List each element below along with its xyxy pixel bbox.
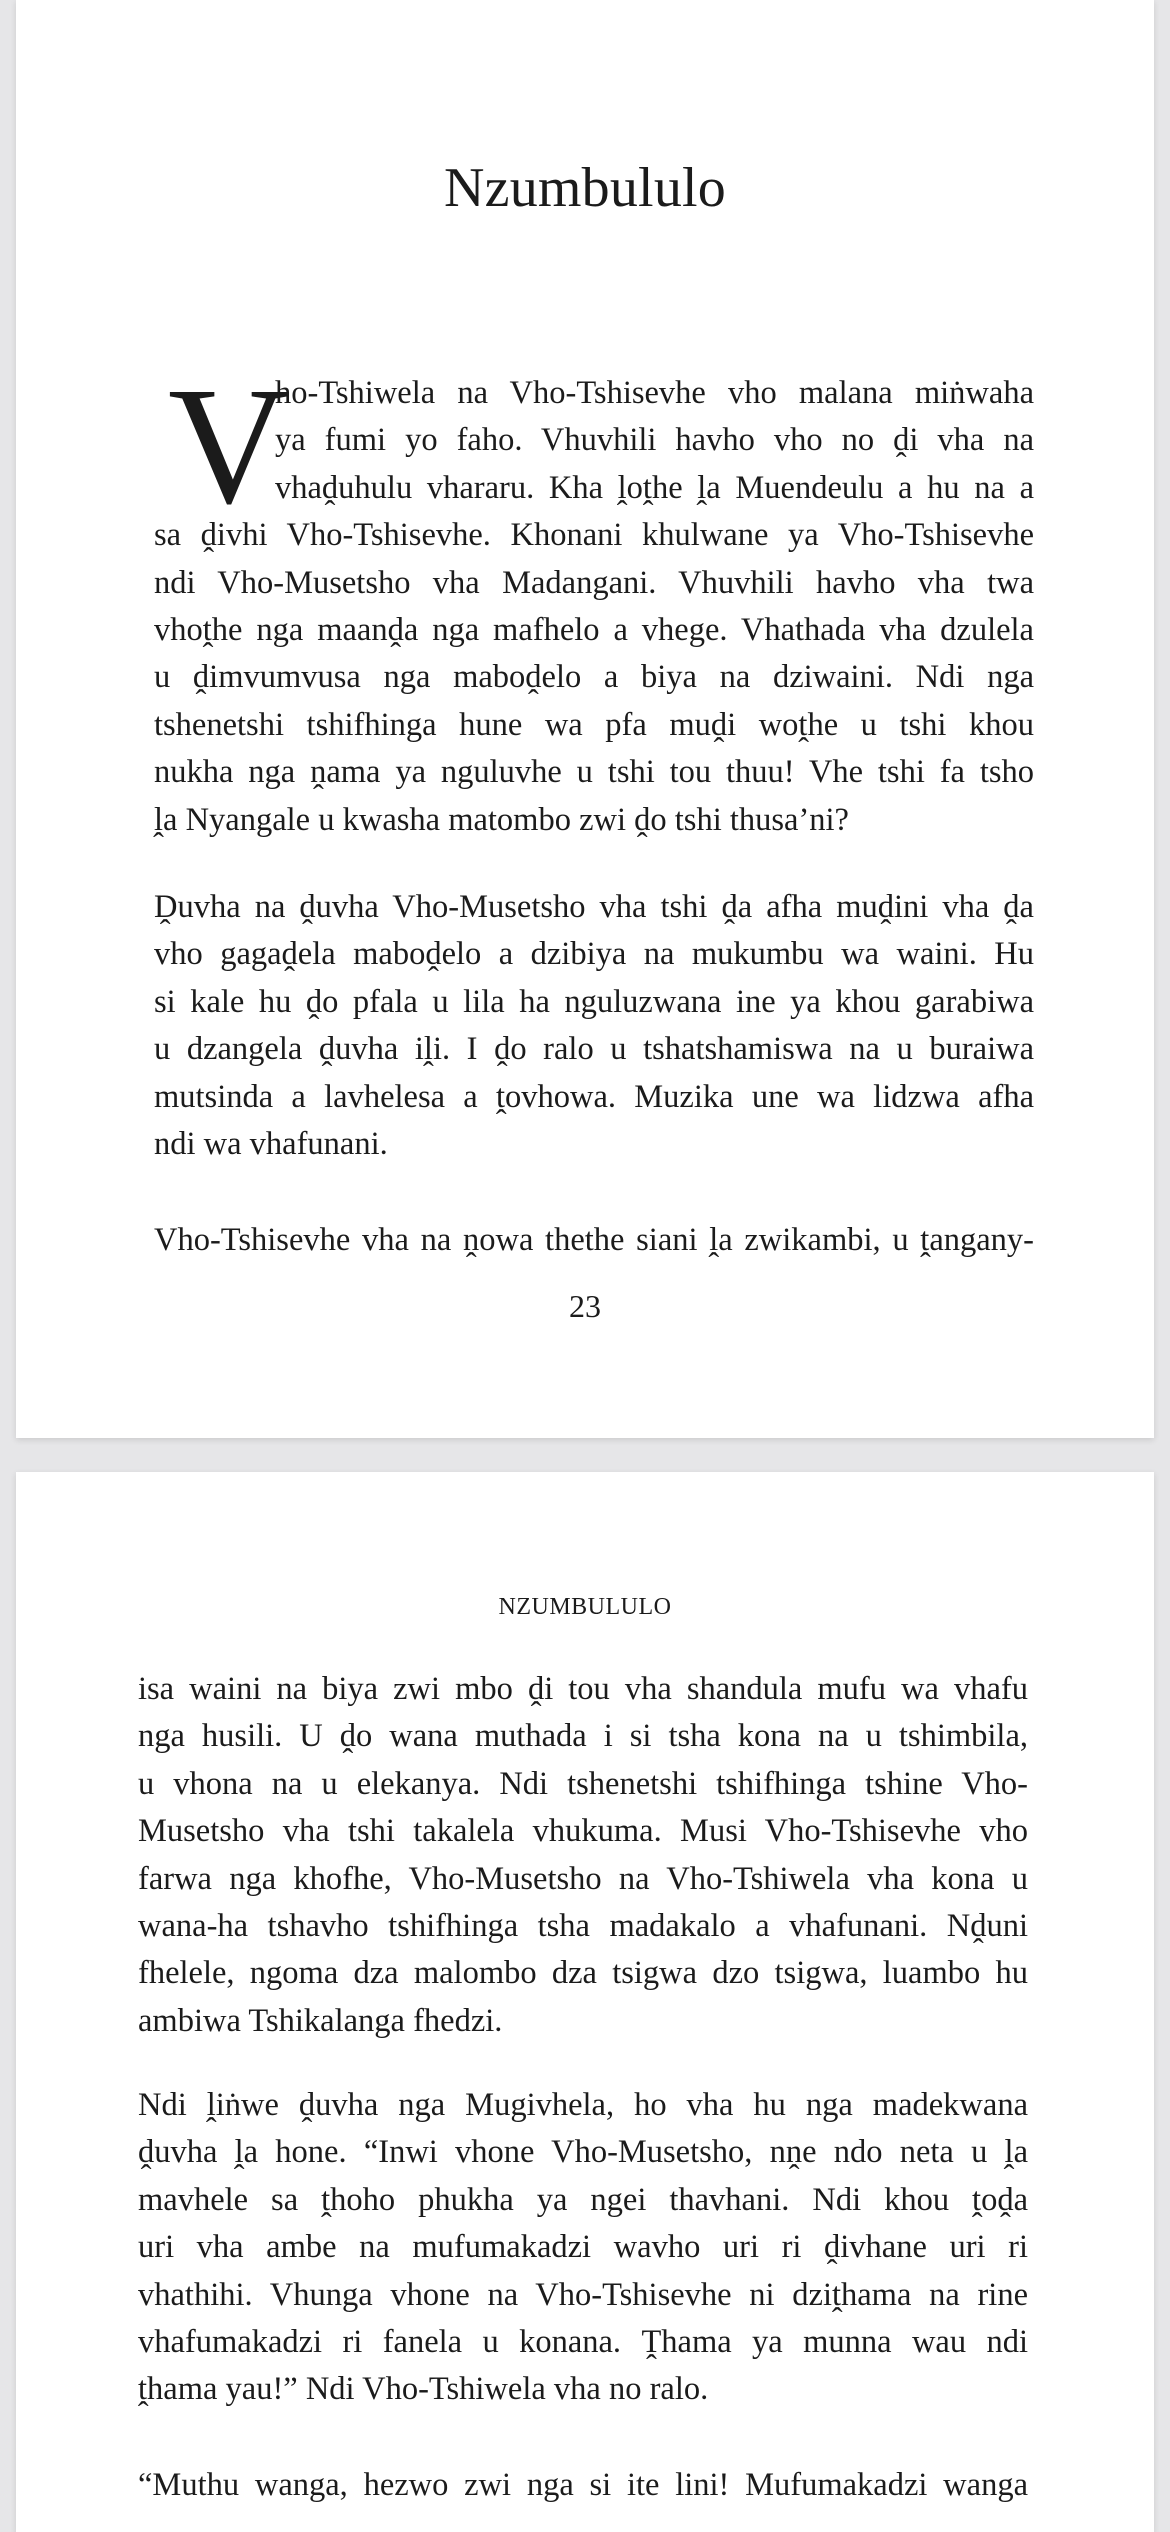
text-line: Ḓuvha na ḓuvha Vho-Musetsho vha tshi ḓa afha muḓini vha ḓa [154, 889, 1034, 925]
text-line: ndi wa vhafunani. [154, 1125, 388, 1162]
text-line: Musetsho vha tshi takalela vhukuma. Musi Vho-Tshisevhe vho [138, 1813, 1028, 1850]
paragraph [154, 884, 1034, 1168]
paragraph [154, 1217, 1034, 1264]
text-line: farwa nga khofhe, Vho-Musetsho na Vho-Tshiwela vha kona u [138, 1860, 1028, 1897]
text-line: vho gagaḓela maboḓelo a dzibiya na mukumbu wa waini. Hu [154, 936, 1034, 973]
paragraph [138, 1666, 1028, 2045]
text-line: nga husili. U ḓo wana muthada i si tsha kona na u tshimbila, [138, 1718, 1028, 1755]
text-line: vhoṱhe nga maanḓa nga mafhelo a vhege. Vhathada vha dzulela [154, 611, 1034, 648]
text-line: ambiwa Tshikalanga fhedzi. [138, 2002, 503, 2039]
text-line: mutsinda a lavhelesa a ṱovhowa. Muzika une wa lidzwa afha [154, 1078, 1034, 1115]
book-page-23 [16, 0, 1154, 1438]
text-line: vhafumakadzi ri fanela u konana. Ṱhama ya munna wau ndi [138, 2323, 1028, 2360]
text-line: ṱhama yau!” Ndi Vho-Tshiwela vha no ralo. [138, 2371, 709, 2408]
text-line: Ndi ḽiṅwe ḓuvha nga Mugivhela, ho vha hu nga madekwana [138, 2087, 1028, 2123]
text-line: vhathihi. Vhunga vhone na Vho-Tshisevhe ni dziṱhama na rine [138, 2276, 1028, 2313]
drop-cap: V [168, 353, 290, 539]
text-line: “Muthu wanga, hezwo zwi nga si ite lini! Mufumakadzi wanga [138, 2467, 1028, 2503]
text-line: tshenetshi tshifhinga hune wa pfa muḓi woṱhe u tshi khou [154, 706, 1034, 743]
text-line: vhaḓuhulu vhararu. Kha ḽoṱhe ḽa Muendeulu a hu na a [275, 469, 1034, 506]
text-line: ḓuvha ḽa hone. “Inwi vhone Vho-Musetsho, nṋe ndo neta u ḽa [138, 2134, 1028, 2171]
text-line: ndi Vho-Musetsho vha Madangani. Vhuvhili havho vha twa [154, 564, 1034, 601]
book-page-24 [16, 1472, 1154, 2532]
chapter-title: Nzumbululo [444, 156, 726, 219]
text-line: ho-Tshiwela na Vho-Tshisevhe vho malana miṅwaha [275, 375, 1034, 411]
paragraph [138, 2462, 1028, 2509]
text-line: ḽa Nyangale u kwasha matombo zwi ḓo tshi thusa’ni? [154, 801, 849, 838]
text-line: uri vha ambe na mufumakadzi wavho uri ri ḓivhane uri ri [138, 2229, 1028, 2266]
text-line: u ḓimvumvusa nga maboḓelo a biya na dziwaini. Ndi nga [154, 659, 1034, 696]
text-line: fhelele, ngoma dza malombo dza tsigwa dzo tsigwa, luambo hu [138, 1955, 1028, 1992]
text-line: nukha nga ṋama ya nguluvhe u tshi tou thuu! Vhe tshi fa tsho [154, 754, 1034, 791]
page-number: 23 [569, 1288, 601, 1324]
paragraph [154, 370, 1034, 844]
paragraph [138, 2082, 1028, 2414]
text-line: u dzangela ḓuvha iḽi. I ḓo ralo u tshatshamiswa na u buraiwa [154, 1031, 1034, 1068]
running-head: NZUMBULULO [498, 1594, 672, 1620]
text-line: si kale hu ḓo pfala u lila ha nguluzwana ine ya khou garabiwa [154, 983, 1034, 1020]
text-line: mavhele sa ṱhoho phukha ya ngei thavhani. Ndi khou ṱoḓa [138, 2181, 1028, 2218]
text-line: u vhona na u elekanya. Ndi tshenetshi tshifhinga tshine Vho- [138, 1765, 1028, 1802]
text-line: ya fumi yo faho. Vhuvhili havho vho no ḓi vha na [275, 422, 1034, 459]
text-line: Vho-Tshisevhe vha na ṋowa thethe siani ḽa zwikambi, u ṱangany- [154, 1222, 1034, 1258]
text-line: isa waini na biya zwi mbo ḓi tou vha shandula mufu wa vhafu [138, 1671, 1028, 1707]
text-line: sa ḓivhi Vho-Tshisevhe. Khonani khulwane ya Vho-Tshisevhe [154, 517, 1034, 554]
text-line: wana-ha tshavho tshifhinga tsha madakalo a vhafunani. Nḓuni [138, 1907, 1028, 1944]
